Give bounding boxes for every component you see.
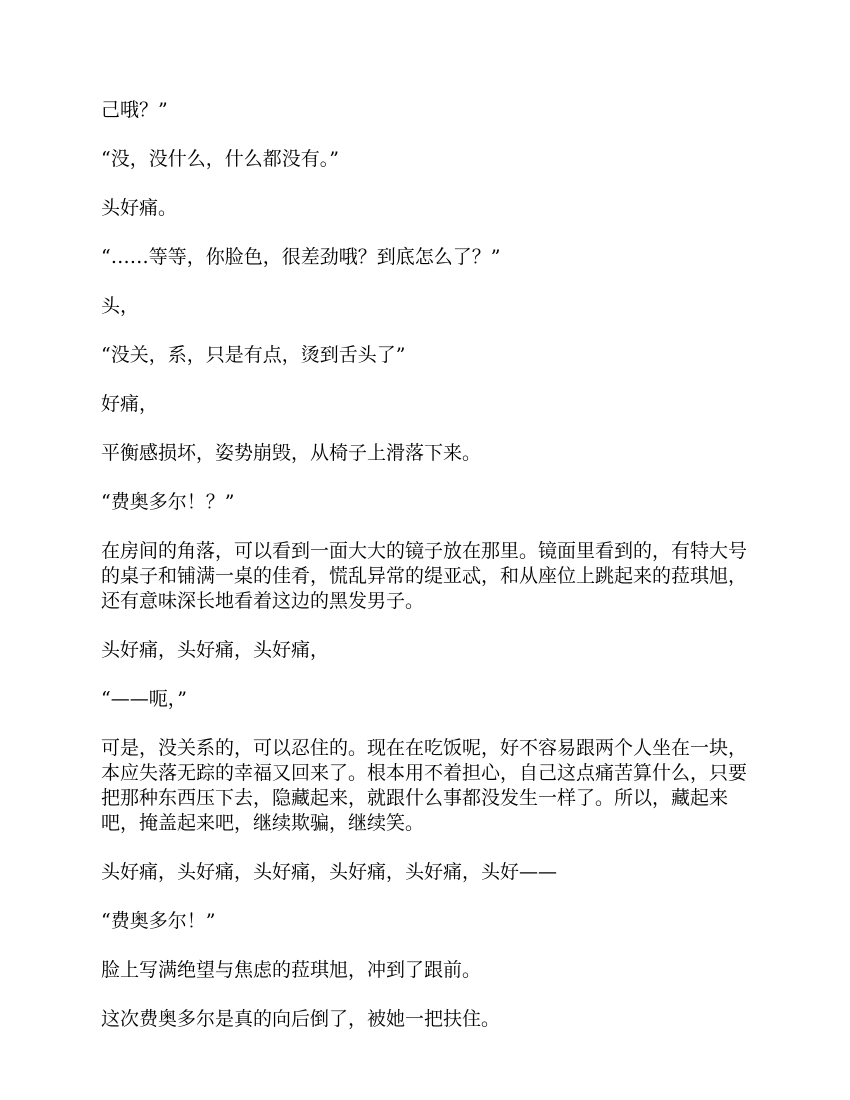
paragraph: 己哦？” [101, 99, 168, 121]
paragraph: “——呃，” [101, 688, 187, 710]
paragraph: “没关，系，只是有点，烫到舌头了” [101, 344, 406, 366]
paragraph: 脸上写满绝望与焦虑的菈琪旭，冲到了跟前。 [101, 959, 482, 981]
paragraph: 头， [101, 295, 140, 317]
paragraph: 头好痛，头好痛，头好痛，头好痛，头好痛，头好—— [101, 861, 558, 883]
paragraph: “费奥多尔！” [101, 910, 216, 932]
paragraph: 好痛， [101, 393, 159, 415]
paragraph: 平衡感损坏，姿势崩毁，从椅子上滑落下来。 [101, 442, 482, 464]
paragraph: 可是，没关系的，可以忍住的。现在在吃饭呢，好不容易跟两个人坐在一块，本应失落无踪的幸福又回来了。根本用不着担心，自己这点痛苦算什么，只要把那种东西压下去，隐藏起来，就跟什么事都没发生一样了。所以，藏起来吧，掩盖起来吧，继续欺骗，继续笑。 [101, 737, 748, 834]
paragraph: “……等等，你脸色，很差劲哦？到底怎么了？” [101, 246, 501, 268]
paragraph: 在房间的角落，可以看到一面大大的镜子放在那里。镜面里看到的，有特大号的桌子和铺满一桌的佳肴，慌乱异常的缇亚忒，和从座位上跳起来的菈琪旭，还有意味深长地看着这边的黑发男子。 [101, 540, 748, 612]
paragraph: 这次费奥多尔是真的向后倒了，被她一把扶住。 [101, 1008, 501, 1030]
paragraph: “没，没什么，什么都没有。” [101, 148, 339, 170]
text-body [101, 98, 749, 1056]
paragraph: 头好痛。 [101, 197, 178, 219]
paragraph: “费奥多尔！？” [101, 491, 235, 513]
paragraph: 头好痛，头好痛，头好痛， [101, 639, 330, 661]
